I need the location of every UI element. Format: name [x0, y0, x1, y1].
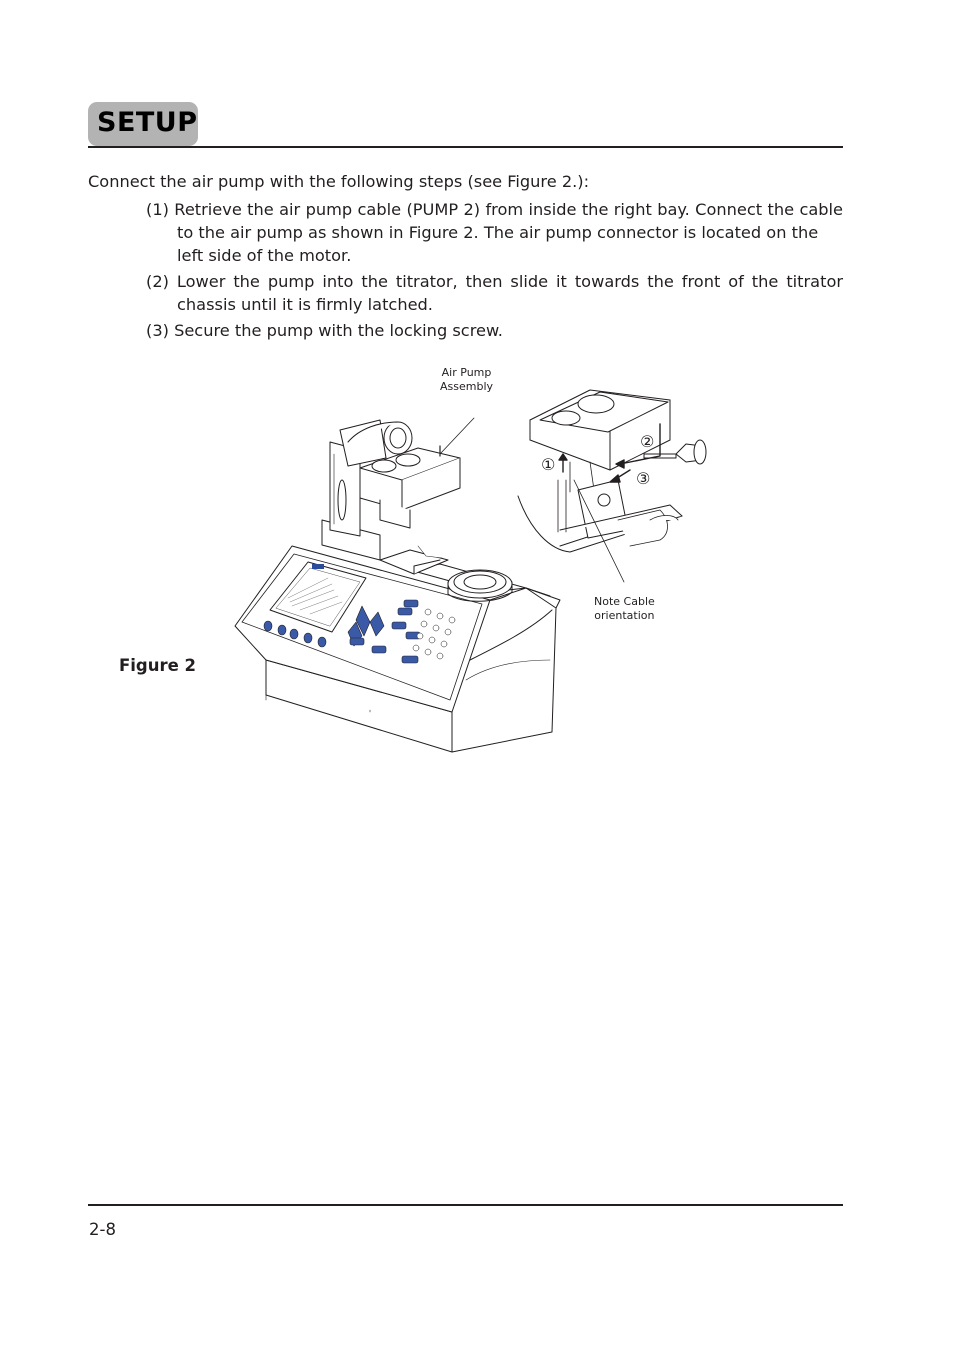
callout-air-pump — [440, 366, 493, 394]
footer-rule — [88, 1204, 843, 1206]
callout-air-pump-line-1: Air Pump — [441, 366, 492, 379]
step-2-line-1: (2) Lower the pump into the titrator, then slide it towards the front of the titrator — [146, 272, 843, 291]
titrator-illustration — [230, 360, 710, 755]
section-header-badge — [88, 102, 198, 146]
marker-2: ② — [640, 432, 655, 451]
air-pump-leader — [440, 418, 474, 454]
step-3 — [146, 319, 843, 342]
step-2 — [146, 270, 843, 316]
header-rule — [88, 146, 843, 148]
titrator-body — [235, 546, 560, 752]
page-number: 2-8 — [89, 1220, 116, 1239]
marker-1: ① — [541, 455, 556, 474]
step-1-line-3: left side of the motor. — [177, 246, 352, 265]
figure-label: Figure 2 — [119, 656, 197, 675]
callout-note-cable-line-1: Note Cable — [594, 595, 655, 608]
marker-3: ③ — [636, 469, 651, 488]
step-3-line-1: (3) Secure the pump with the locking screw. — [146, 321, 503, 340]
callout-note-cable-line-2: orientation — [594, 609, 655, 622]
intro-text: Connect the air pump with the following steps (see Figure 2.): — [88, 172, 590, 191]
step-1-line-1: (1) Retrieve the air pump cable (PUMP 2) from inside the right bay. Connect the cable — [146, 200, 843, 219]
step-2-line-2: chassis until it is firmly latched. — [177, 295, 433, 314]
step-1-line-2: to the air pump as shown in Figure 2. The air pump connector is located on the — [177, 223, 819, 242]
callout-air-pump-line-2: Assembly — [440, 380, 494, 393]
section-title: SETUP — [97, 107, 198, 138]
step-1 — [146, 198, 843, 267]
callout-note-cable — [594, 595, 655, 623]
